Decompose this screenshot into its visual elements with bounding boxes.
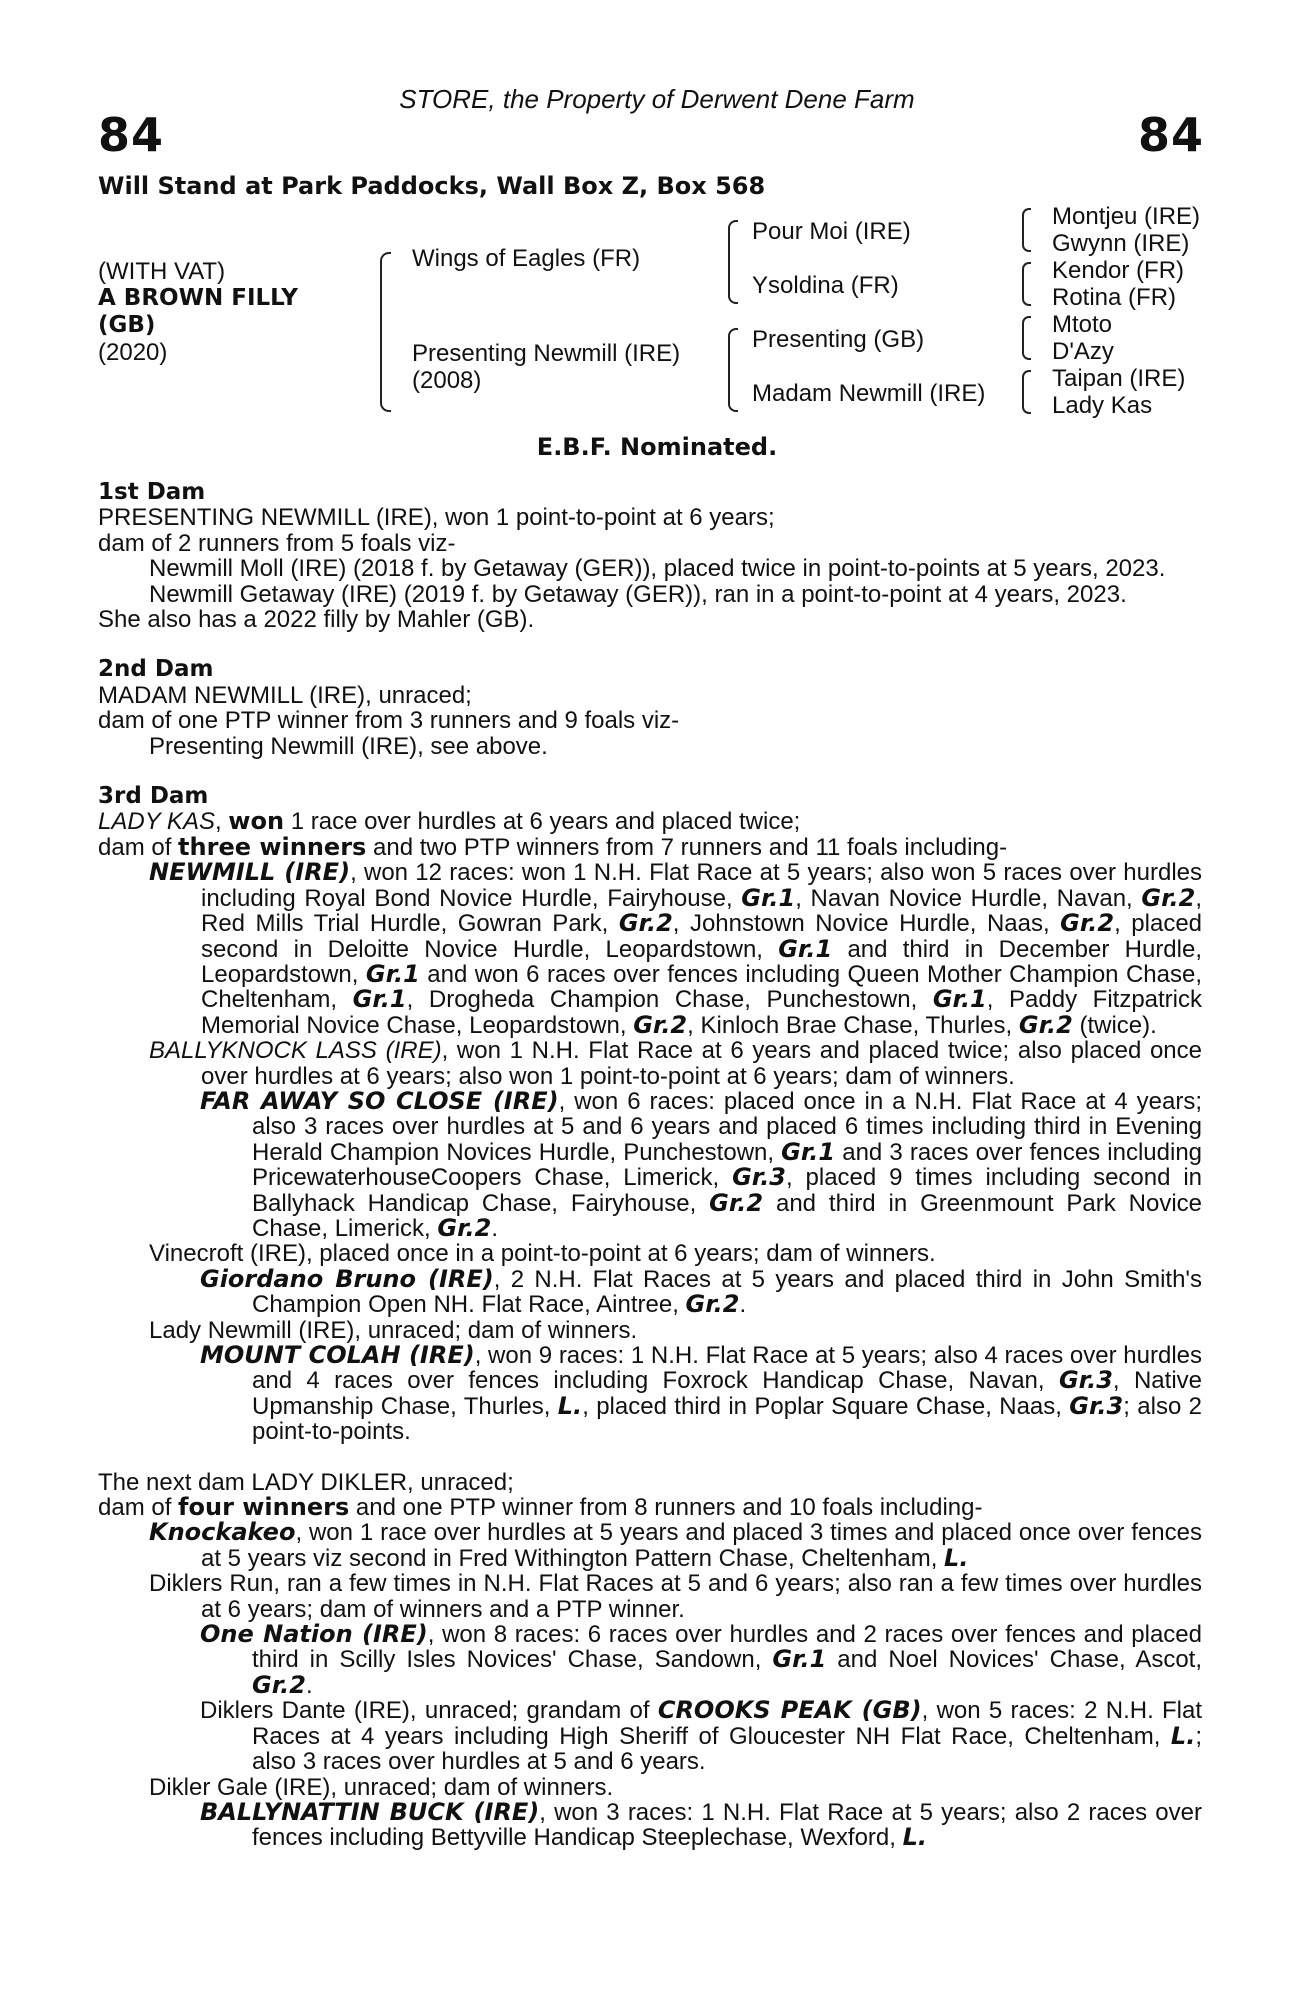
produce-entry xyxy=(98,1038,1202,1089)
text-run: , Native Upmanship Chase, Thurles, xyxy=(252,1367,1202,1420)
text-run: , placed third in Poplar Square Chase, Naas, xyxy=(582,1392,1070,1420)
produce-entry xyxy=(98,832,1202,861)
emphasized-text: Gr.2 xyxy=(1018,1010,1073,1039)
text-run: Newmill Moll (IRE) (2018 f. by Getaway (GER)), placed twice in point-to-points at 5 years, 2023. xyxy=(149,555,1166,583)
emphasized-text: NEWMILL (IRE) xyxy=(149,858,351,887)
page-title: STORE, the Property of Derwent Dene Farm xyxy=(399,84,915,114)
dam-sire: Presenting (GB) xyxy=(752,326,925,353)
subject-name: A BROWN FILLY xyxy=(98,285,298,311)
emphasized-text: CROOKS PEAK (GB) xyxy=(657,1696,922,1725)
text-run: , xyxy=(214,808,229,836)
emphasized-text: Gr.1 xyxy=(741,883,796,912)
produce-entry xyxy=(98,531,1202,556)
pedigree-brace xyxy=(380,252,391,412)
text-run: , won 1 N.H. Flat Race at 6 years and placed twice; also placed once over hurdles at 6 years; also won 1 point-to-point at 6 years; dam of winners. xyxy=(201,1037,1203,1090)
emphasized-text: Gr.2 xyxy=(1141,883,1196,912)
text-run: , 2 N.H. Flat Races at 5 years and placed third in John Smith's Champion Open NH. Flat Race, Aintree, xyxy=(252,1265,1202,1319)
dam-year: (2008) xyxy=(412,367,482,394)
produce-entry xyxy=(98,1775,1202,1800)
text-run: (twice). xyxy=(1072,1011,1157,1039)
emphasized-text: L. xyxy=(557,1391,583,1420)
text-run: and 3 races over fences including PricewaterhouseCoopers Chase, Limerick, xyxy=(252,1138,1203,1192)
text-run: Presenting Newmill (IRE), see above. xyxy=(149,732,548,760)
produce-entry xyxy=(98,556,1202,581)
produce-entry xyxy=(98,1797,1202,1852)
ancestor-dss: Mtoto xyxy=(1052,311,1113,338)
text-run: , won 1 race over hurdles at 5 years and placed 3 times and placed once over fences at 5 years viz second in Fred Withington Pattern Chase, Cheltenham, xyxy=(201,1519,1202,1572)
emphasized-text: One Nation (IRE) xyxy=(200,1620,428,1649)
text-run: , Kinloch Brae Chase, Thurles, xyxy=(687,1011,1019,1039)
text-run: dam of xyxy=(98,1494,179,1522)
emphasized-text: Gr.2 xyxy=(633,1010,688,1039)
text-run: , placed second in Deloitte Novice Hurdle, Leopardstown, xyxy=(201,910,1203,963)
text-run: Diklers Run, ran a few times in N.H. Flat Races at 5 and 6 years; also ran a few times over hurdles at 6 years; dam of winners and a PTP winner. xyxy=(149,1570,1202,1623)
produce-entry xyxy=(98,1622,1202,1698)
section-heading: 3rd Dam xyxy=(98,783,209,810)
emphasized-text: Gr.2 xyxy=(437,1213,492,1242)
sire: Wings of Eagles (FR) xyxy=(412,245,641,272)
produce-entry xyxy=(98,1698,1202,1774)
text-run: , won 3 races: 1 N.H. Flat Race at 5 years; also 2 races over fences including Bettyville Handicap Steeplechase, Wexford, xyxy=(252,1798,1202,1852)
lot-number-right: 84 xyxy=(1137,108,1204,162)
produce-entry xyxy=(98,582,1202,607)
emphasized-text: Gr.1 xyxy=(352,985,407,1014)
dam-section xyxy=(98,657,1202,759)
emphasized-text: Gr.3 xyxy=(732,1163,787,1192)
produce-entry xyxy=(98,1343,1202,1445)
emphasized-text: MOUNT COLAH (IRE) xyxy=(200,1341,475,1369)
produce-entry xyxy=(98,809,1202,834)
dam: Presenting Newmill (IRE) xyxy=(412,340,681,367)
text-run: , won 9 races: 1 N.H. Flat Race at 5 years; also 4 races over hurdles and 4 races over fences including Foxrock Handicap Chase, Navan, xyxy=(252,1342,1203,1395)
text-run: and won 6 races over fences including Queen Mother Champion Chase, Cheltenham, xyxy=(201,960,1202,1014)
dam-section xyxy=(98,480,1202,632)
produce-entry xyxy=(98,860,1202,1038)
produce-entry xyxy=(98,607,1202,632)
sire-dam: Ysoldina (FR) xyxy=(752,272,899,299)
produce-entry xyxy=(98,1520,1202,1571)
emphasized-text: FAR AWAY SO CLOSE (IRE) xyxy=(200,1086,559,1115)
text-run: dam of xyxy=(98,833,179,861)
text-run: ; also 3 races over hurdles at 5 and 6 years. xyxy=(252,1722,1202,1776)
emphasized-text: Gr.2 xyxy=(252,1670,306,1699)
text-run: and Noel Novices' Chase, Ascot, xyxy=(826,1646,1203,1674)
ancestor-sss: Montjeu (IRE) xyxy=(1052,203,1201,230)
emphasized-text: Gr.1 xyxy=(778,934,833,963)
produce-entry xyxy=(98,734,1202,759)
sire-sire: Pour Moi (IRE) xyxy=(752,218,911,245)
pedigree-brace xyxy=(1022,262,1031,306)
emphasized-text: BALLYNATTIN BUCK (IRE) xyxy=(200,1797,540,1826)
styled-text: four winners xyxy=(178,1493,350,1522)
subject-vat: (WITH VAT) xyxy=(98,258,226,285)
emphasized-text: Gr.1 xyxy=(932,985,987,1014)
pedigree-brace xyxy=(1022,370,1031,414)
text-run: and two PTP winners from 7 runners and 11 foals including- xyxy=(366,833,1008,861)
text-run: MADAM NEWMILL (IRE), unraced; xyxy=(98,681,472,709)
produce-entry xyxy=(98,1470,1202,1495)
ancestor-dds: Taipan (IRE) xyxy=(1052,365,1186,392)
dam-dam: Madam Newmill (IRE) xyxy=(752,380,986,407)
styled-text: LADY KAS xyxy=(98,808,215,836)
ancestor-sdd: Rotina (FR) xyxy=(1052,284,1177,311)
text-run: , Red Mills Trial Hurdle, Gowran Park, xyxy=(201,884,1202,938)
text-run: Dikler Gale (IRE), unraced; dam of winners. xyxy=(149,1773,614,1801)
stand-location: Will Stand at Park Paddocks, Wall Box Z, Box 568 xyxy=(98,172,766,200)
text-run: , won 8 races: 6 races over hurdles and 2 races over fences and placed third in Scilly Isles Novices' Chase, Sandown, xyxy=(252,1621,1202,1674)
catalogue-body xyxy=(98,480,1202,1851)
produce-entry xyxy=(98,1495,1202,1520)
text-run: , Navan Novice Hurdle, Navan, xyxy=(795,884,1142,912)
text-run: Vinecroft (IRE), placed once in a point-to-point at 6 years; dam of winners. xyxy=(149,1240,936,1268)
produce-entry xyxy=(98,708,1202,733)
produce-entry xyxy=(98,1241,1202,1266)
text-run: , placed 9 times including second in Ballyhack Handicap Chase, Fairyhouse, xyxy=(252,1164,1203,1217)
text-run: The next dam LADY DIKLER, unraced; xyxy=(98,1468,514,1496)
text-run: dam of one PTP winner from 3 runners and 9 foals viz- xyxy=(98,707,680,735)
emphasized-text: Knockakeo xyxy=(149,1518,296,1547)
emphasized-text: Gr.3 xyxy=(1069,1391,1124,1420)
emphasized-text: Gr.2 xyxy=(709,1188,764,1217)
text-run: dam of 2 runners from 5 foals viz- xyxy=(98,529,456,557)
pedigree-brace xyxy=(728,220,738,304)
styled-text: won xyxy=(228,807,285,836)
styled-text: three winners xyxy=(178,832,367,861)
emphasized-text: Gr.2 xyxy=(618,909,673,938)
produce-entry xyxy=(98,505,1202,530)
text-run: . xyxy=(491,1214,498,1242)
subject-name-suffix: (GB) xyxy=(98,312,156,338)
emphasized-text: Gr.2 xyxy=(1060,909,1115,938)
ancestor-sds: Kendor (FR) xyxy=(1052,257,1185,284)
text-run: and third in December Hurdle, Leopardstown, xyxy=(201,935,1203,988)
emphasized-text: L. xyxy=(902,1823,928,1852)
text-run: Lady Newmill (IRE), unraced; dam of winners. xyxy=(149,1316,638,1344)
text-run: , won 6 races: placed once in a N.H. Flat Race at 4 years; also 3 races over hurdles at 5 and 6 years and placed 6 times including third in Evening Herald Champion Novices Hurdle, Punchestown, xyxy=(252,1087,1202,1166)
text-run: and one PTP winner from 8 runners and 10 foals including- xyxy=(349,1494,983,1522)
dam-section xyxy=(98,784,1202,1445)
lot-number-left: 84 xyxy=(98,108,165,162)
text-run: Newmill Getaway (IRE) (2019 f. by Getaway (GER)), ran in a point-to-point at 4 years, 2023. xyxy=(149,580,1127,608)
text-run: , won 5 races: 2 N.H. Flat Races at 4 years including High Sheriff of Gloucester NH Flat Race, Cheltenham, xyxy=(252,1697,1203,1750)
emphasized-text: L. xyxy=(944,1543,969,1572)
text-run: , won 12 races: won 1 N.H. Flat Race at 5 years; also won 5 races over hurdles including Royal Bond Novice Hurdle, Fairyhouse, xyxy=(201,859,1202,912)
produce-entry xyxy=(98,1264,1202,1319)
text-run: , Drogheda Champion Chase, Punchestown, xyxy=(406,986,933,1014)
text-run: , Johnstown Novice Hurdle, Naas, xyxy=(672,910,1061,938)
emphasized-text: Gr.3 xyxy=(1058,1366,1113,1395)
pedigree-brace xyxy=(1022,208,1031,252)
ebf-nomination: E.B.F. Nominated. xyxy=(536,433,778,461)
produce-entry xyxy=(98,1086,1203,1242)
emphasized-text: Gr.1 xyxy=(772,1645,827,1674)
produce-entry xyxy=(98,1318,1202,1343)
pedigree-brace xyxy=(728,328,738,412)
text-run: She also has a 2022 filly by Mahler (GB). xyxy=(98,606,535,634)
text-run: . xyxy=(305,1671,313,1699)
emphasized-text: L. xyxy=(1170,1721,1196,1750)
ancestor-ddd: Lady Kas xyxy=(1052,392,1153,419)
text-run: PRESENTING NEWMILL (IRE), won 1 point-to-point at 6 years; xyxy=(98,504,775,532)
text-run: ; also 2 point-to-points. xyxy=(252,1392,1202,1446)
text-run: . xyxy=(739,1291,747,1319)
text-run: , Paddy Fitzpatrick Memorial Novice Chase, Leopardstown, xyxy=(201,986,1203,1039)
produce-entry xyxy=(98,683,1202,708)
emphasized-text: Gr.1 xyxy=(365,959,420,988)
ancestor-ssd: Gwynn (IRE) xyxy=(1052,230,1190,257)
text-run: Diklers Dante (IRE), unraced; grandam of xyxy=(200,1697,658,1725)
emphasized-text: Giordano Bruno (IRE) xyxy=(200,1264,494,1293)
pedigree-brace xyxy=(1022,316,1031,360)
emphasized-text: Gr.2 xyxy=(685,1290,740,1319)
section-heading: 2nd Dam xyxy=(98,656,214,683)
styled-text: BALLYKNOCK LASS (IRE) xyxy=(149,1037,442,1065)
text-run: and third in Greenmount Park Novice Chase, Limerick, xyxy=(252,1189,1203,1242)
emphasized-text: Gr.1 xyxy=(781,1137,836,1166)
text-run: 1 race over hurdles at 6 years and placed twice; xyxy=(284,808,801,836)
subject-year: (2020) xyxy=(98,339,168,366)
dam-section xyxy=(98,1470,1202,1851)
section-heading: 1st Dam xyxy=(98,479,206,505)
ancestor-dsd: D'Azy xyxy=(1052,338,1114,365)
produce-entry xyxy=(98,1571,1202,1622)
